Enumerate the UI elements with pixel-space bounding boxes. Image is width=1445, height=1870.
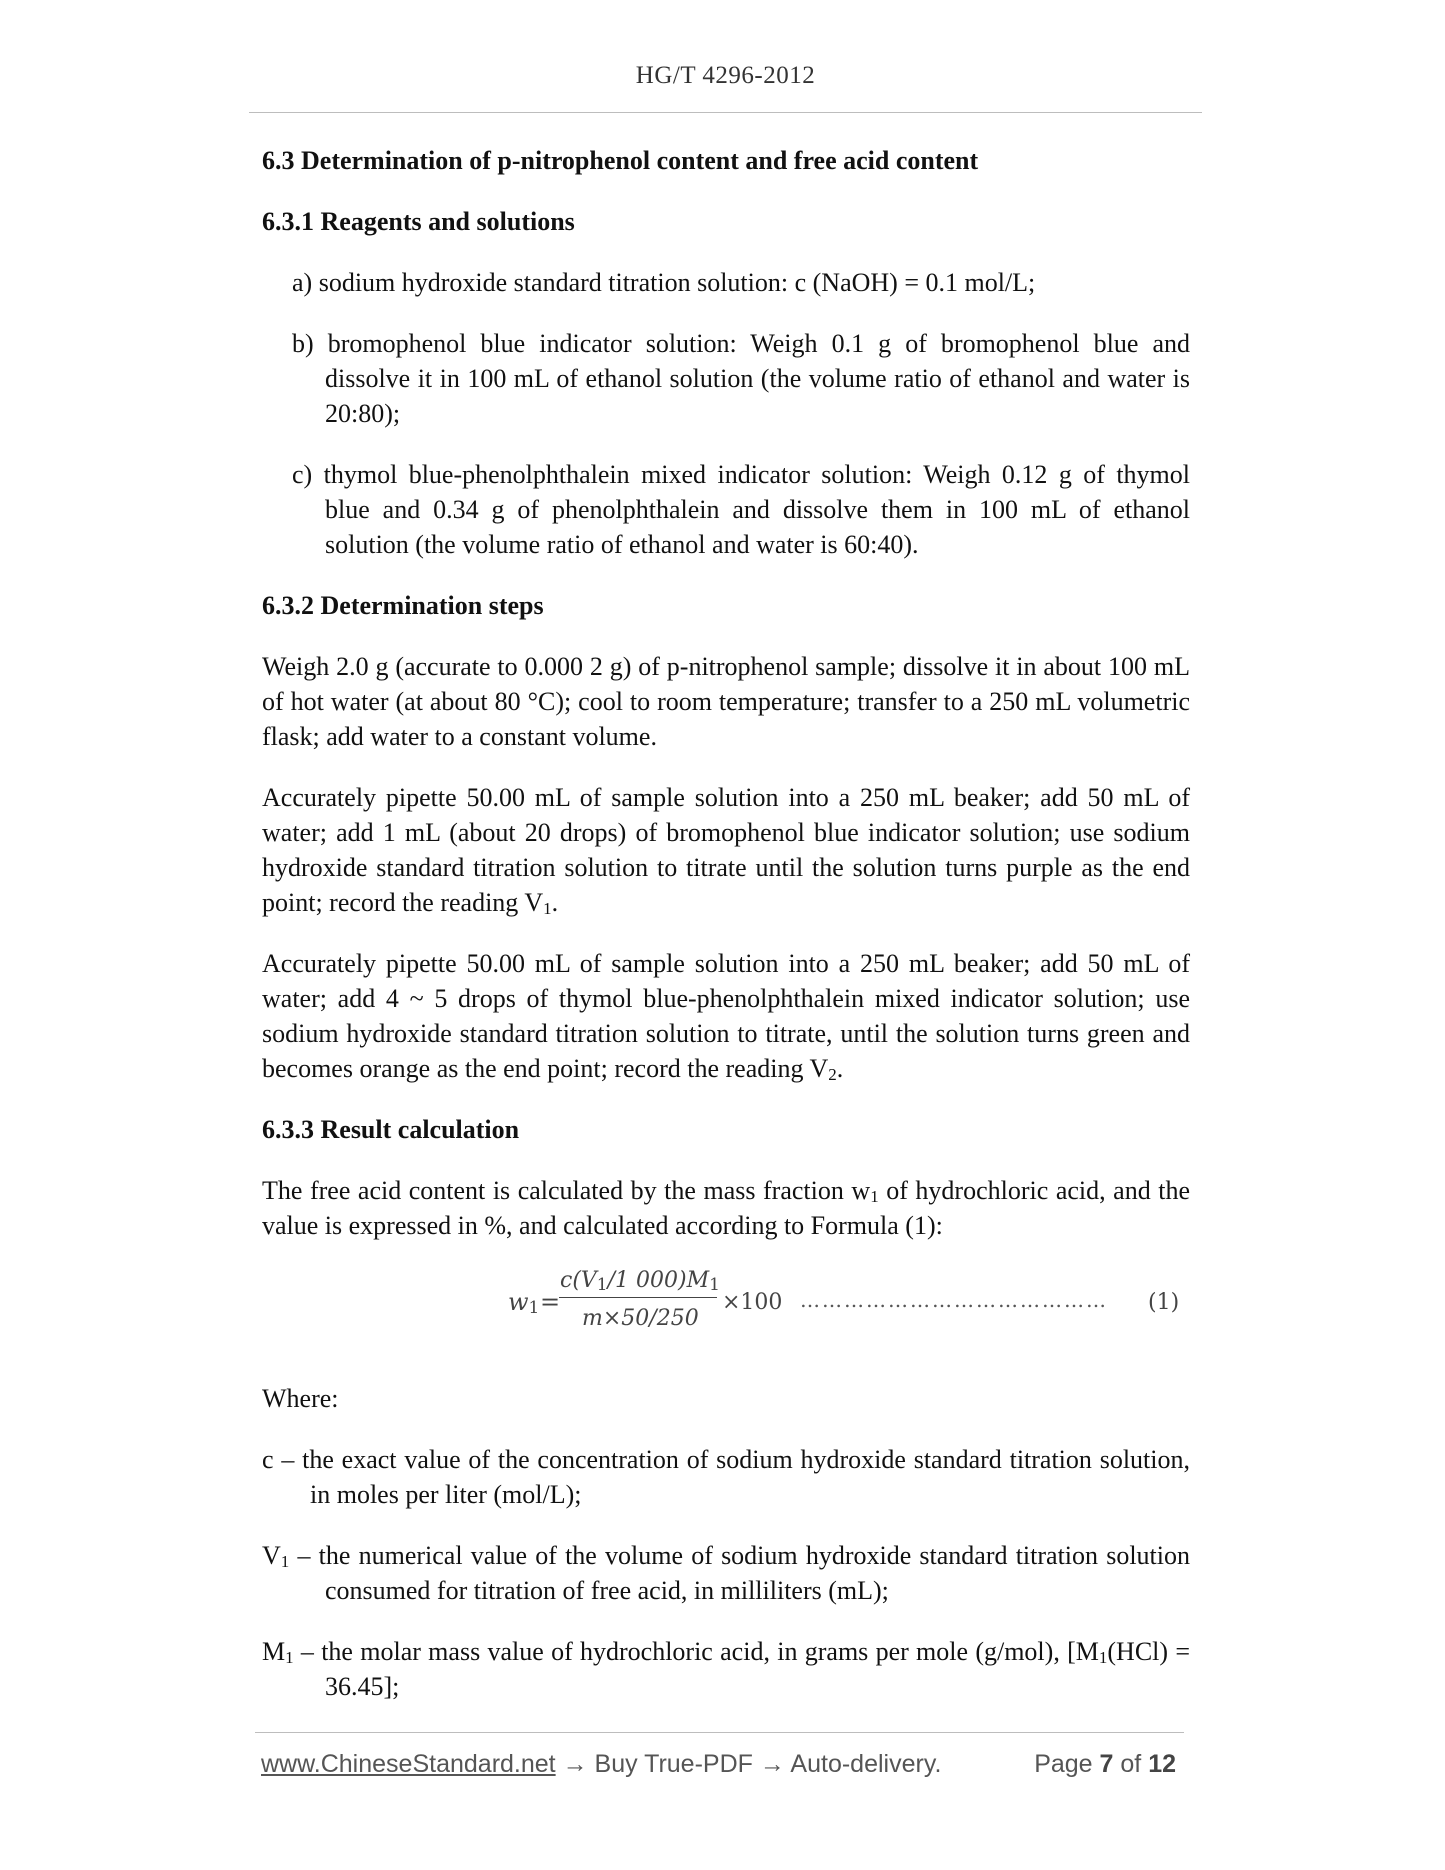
- definition-c: c – the exact value of the concentration of sodium hydroxide standard titration solution, in moles per liter (mol/L);: [262, 1445, 1190, 1509]
- where-label: Where:: [262, 1384, 339, 1413]
- document-id-header: HG/T 4296-2012: [635, 62, 816, 89]
- formula-1: [262, 1263, 1190, 1353]
- formula-fraction-bar: [559, 1297, 717, 1298]
- reagent-item-c: c) thymol blue-phenolphthalein mixed indicator solution: Weigh 0.12 g of thymol blue and 0.34 g of phenolphthalein and dissolve them in 100 mL of ethanol solution (the volume ratio of ethanol and water is 60:40).: [292, 460, 1190, 559]
- footer-divider: [255, 1732, 1184, 1733]
- section-title: 6.3 Determination of p-nitrophenol content and free acid content: [262, 146, 979, 175]
- formula-times-100: ×100: [722, 1290, 783, 1315]
- reagents-heading: 6.3.1 Reagents and solutions: [262, 207, 575, 236]
- page-footer: [261, 1750, 1184, 1784]
- website-link[interactable]: www.ChineseStandard.net: [261, 1750, 556, 1778]
- reagent-item-b: b) bromophenol blue indicator solution: Weigh 0.1 g of bromophenol blue and dissolve it in 100 mL of ethanol solution (the volume ratio of ethanol and water is 20:80);: [292, 329, 1190, 428]
- auto-delivery-text: Auto-delivery.: [790, 1750, 942, 1778]
- result-intro: The free acid content is calculated by the mass fraction $w_1$ of hydrochloric acid, and the value is expressed in %, and calculated according to Formula (1):: [262, 1176, 1191, 1240]
- formula-denominator: m×50/250: [582, 1306, 699, 1331]
- arrow-right-icon: →: [752, 1750, 791, 1778]
- arrow-right-icon: →: [555, 1750, 595, 1778]
- formula-number: (1): [1148, 1290, 1180, 1315]
- definition-v1: $V_1$ – the numerical value of the volume of sodium hydroxide standard titration solution consumed for titration of free acid, in milliliters (mL);: [262, 1541, 1190, 1605]
- reagent-item-a: a) sodium hydroxide standard titration solution: c (NaOH) = 0.1 mol/L;: [292, 268, 1036, 297]
- formula-numerator: $c(V_1/1$ $000)M_1$: [560, 1268, 720, 1295]
- total-page-count: 12: [1148, 1750, 1176, 1778]
- steps-heading: 6.3.2 Determination steps: [262, 591, 544, 620]
- buy-true-pdf-text: Buy True-PDF: [594, 1750, 753, 1778]
- steps-paragraph-2: Accurately pipette 50.00 mL of sample solution into a 250 mL beaker; add 50 mL of water; add 1 mL (about 20 drops) of bromophenol blue indicator solution; use sodium hydroxide standard titration solution to titrate until the solution turns purple as the end point; record the reading $V_1$.: [262, 783, 1190, 918]
- definition-m1: $M_1$ – the molar mass value of hydrochloric acid, in grams per mole (g/mol), $[M_1(HCl) = 36.45]$;: [262, 1637, 1190, 1701]
- header-divider: [249, 112, 1202, 113]
- formula-lhs: $w_1$: [508, 1288, 540, 1318]
- page-content: [262, 143, 1190, 1730]
- page-indicator: Page 7 of 12: [1034, 1750, 1176, 1778]
- formula-leader-dots: ……………………………………: [800, 1288, 1108, 1312]
- current-page-number: 7: [1099, 1750, 1114, 1778]
- formula-equals: =: [540, 1288, 561, 1316]
- result-heading: 6.3.3 Result calculation: [262, 1115, 520, 1144]
- steps-paragraph-3: Accurately pipette 50.00 mL of sample solution into a 250 mL beaker; add 50 mL of water; add 4 ~ 5 drops of thymol blue-phenolphthalein mixed indicator solution; use sodium hydroxide standard titration solution to titrate, until the solution turns green and becomes orange as the end point; record the reading $V_2$.: [262, 949, 1190, 1084]
- steps-paragraph-1: Weigh 2.0 g (accurate to 0.000 2 g) of p-nitrophenol sample; dissolve it in about 100 mL of hot water (at about 80 °C); cool to room temperature; transfer to a 250 mL volumetric flask; add water to a constant volume.: [262, 652, 1190, 751]
